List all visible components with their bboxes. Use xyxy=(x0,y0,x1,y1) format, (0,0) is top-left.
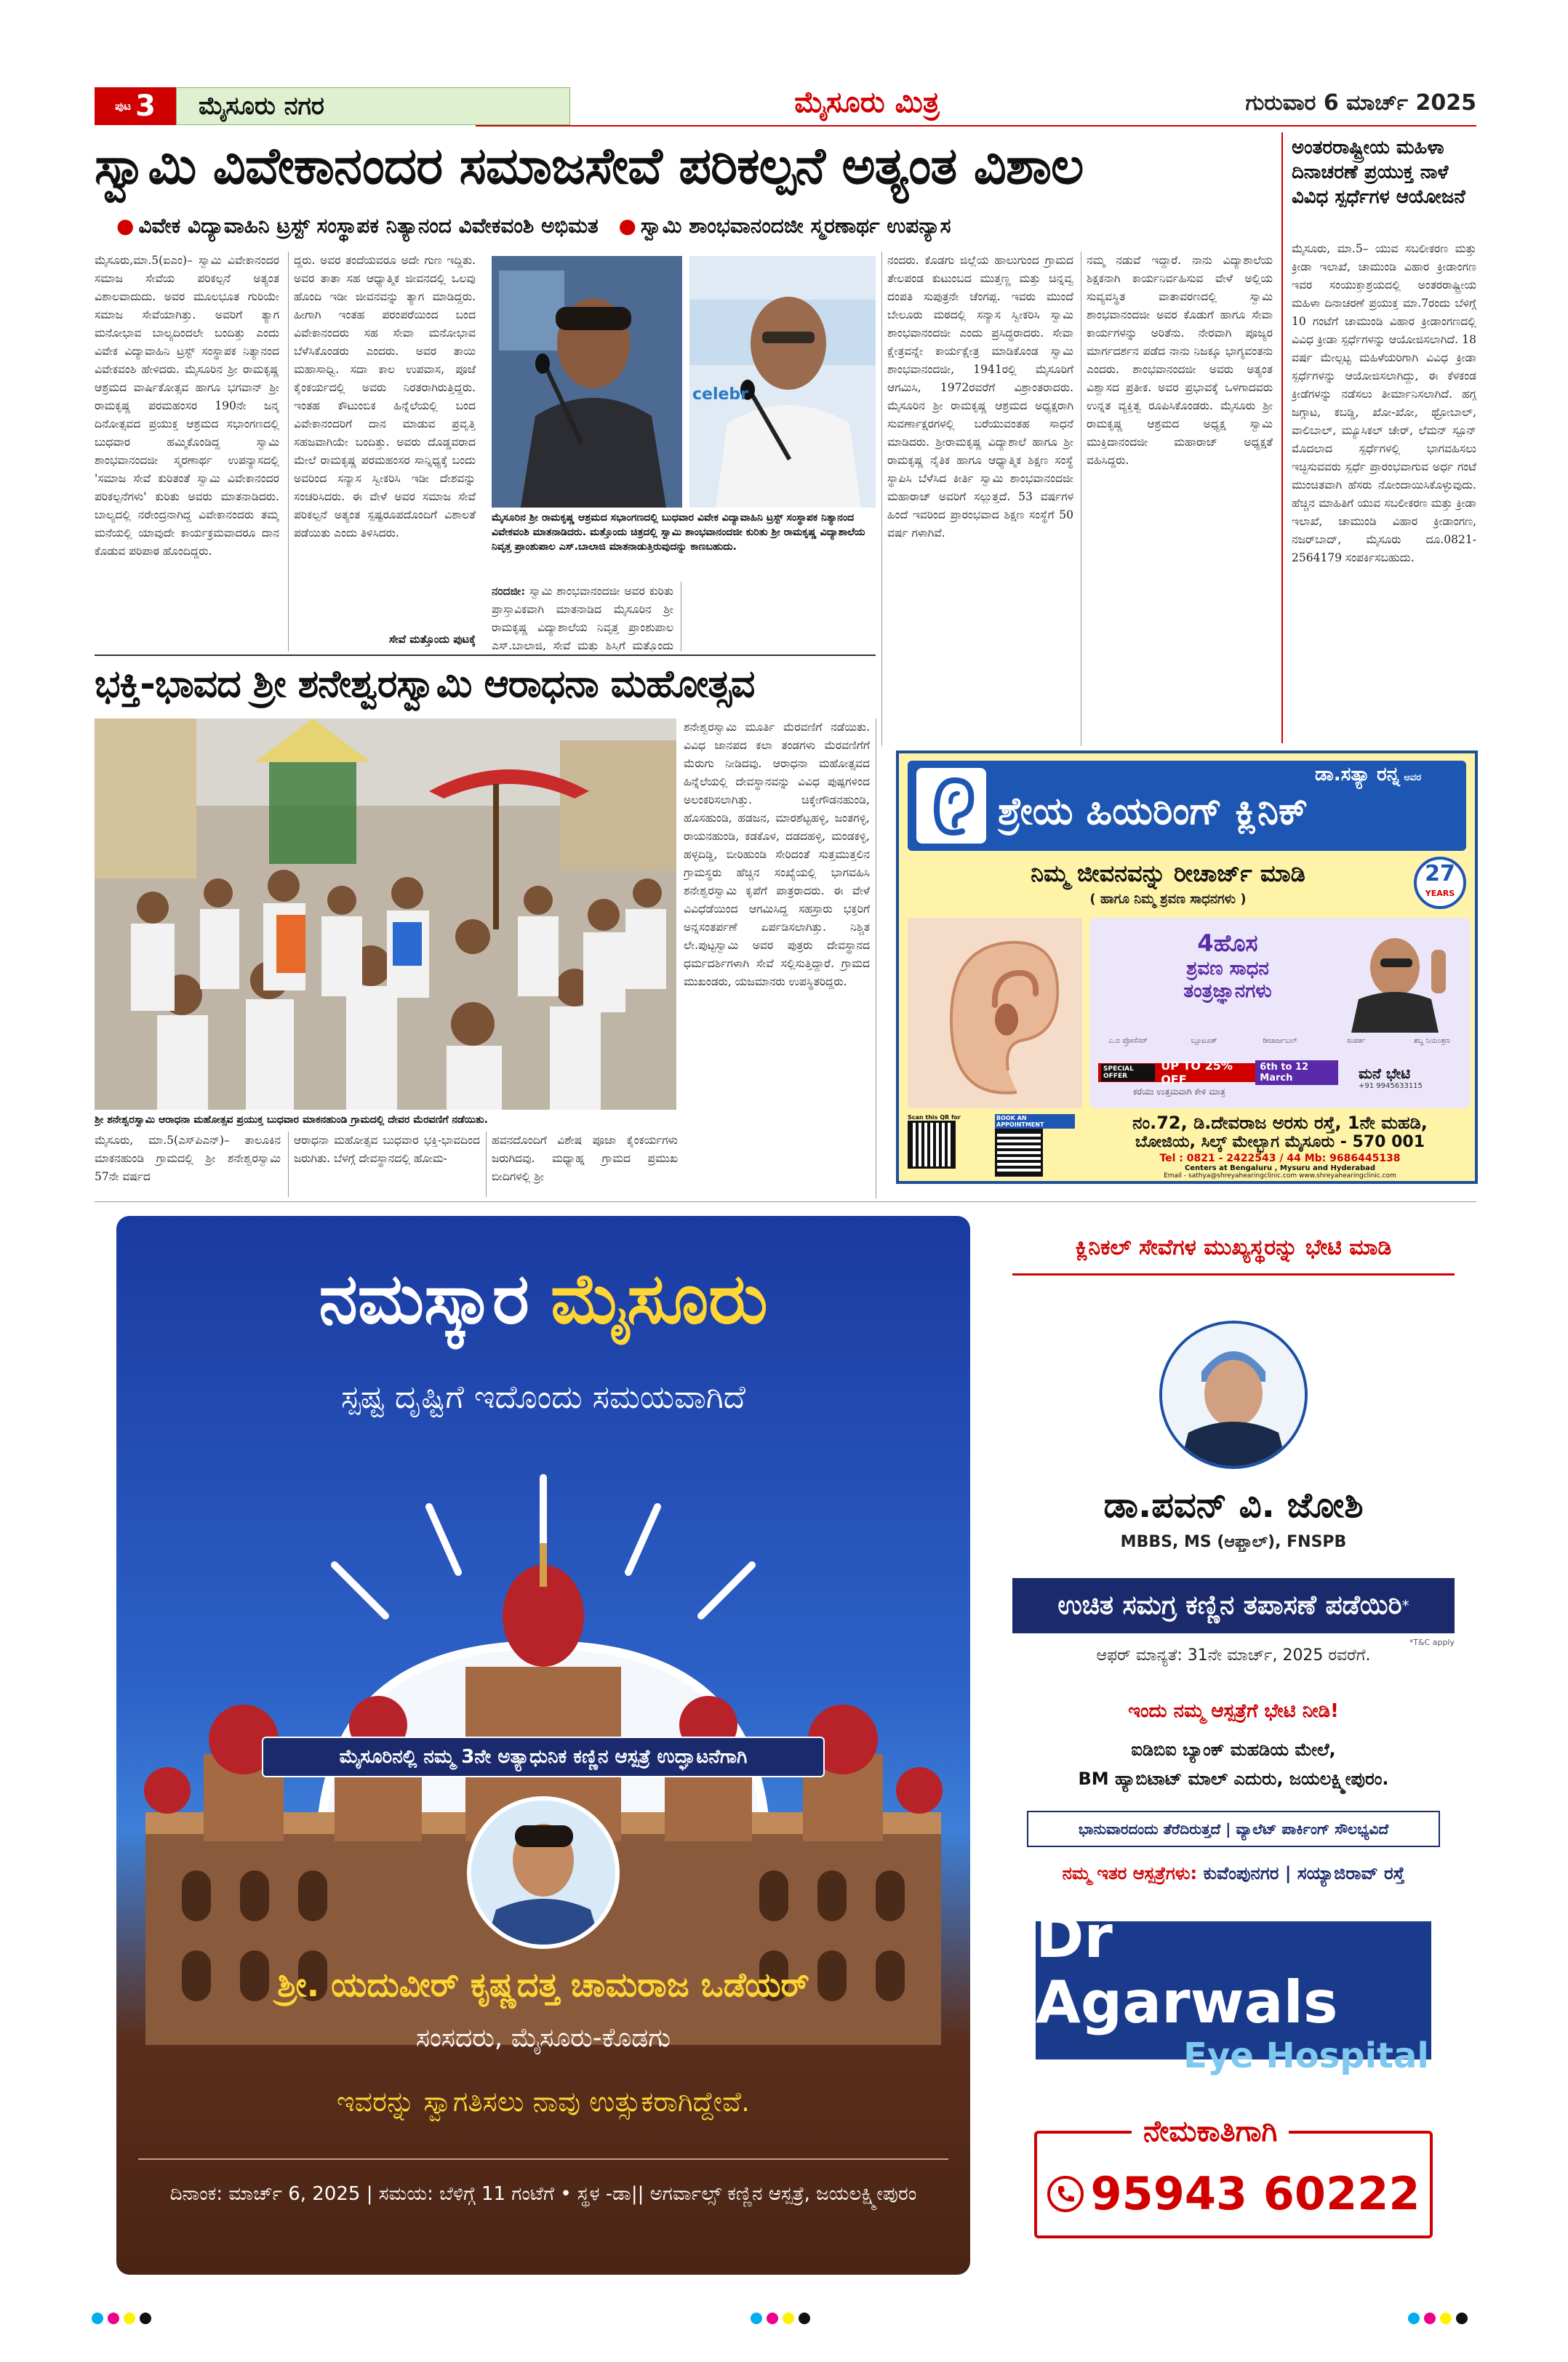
eye-ribbon: ಮೈಸೂರಿನಲ್ಲಿ ನಮ್ಮ 3ನೇ ಅತ್ಯಾಧುನಿಕ ಕಣ್ಣಿನ ಆಸ್ಪತ್ರೆ ಉದ್ಘಾಟನೆಗಾಗಿ xyxy=(262,1737,825,1777)
procession-caption: ಶ್ರೀ ಶನೇಶ್ವರಸ್ವಾಮಿ ಆರಾಧನಾ ಮಹೋತ್ಸವ ಪ್ರಯುಕ್ತ ಬುಧವಾರ ಮಾಕನಹುಂಡಿ ಗ್ರಾಮದಲ್ಲಿ ದೇವರ ಮೆರವಣಿಗೆ ನಡೆಯಿತು. xyxy=(95,1114,488,1126)
home-visit: ಮನೆ ಭೇಟಿ xyxy=(1359,1065,1411,1082)
ear-photo xyxy=(908,918,1082,1108)
lead-photo-caption: ಮೈಸೂರಿನ ಶ್ರೀ ರಾಮಕೃಷ್ಣ ಆಶ್ರಮದ ಸಭಾಂಗಣದಲ್ಲಿ ಬುಧವಾರ ವಿವೇಕ ವಿದ್ಯಾವಾಹಿನಿ ಟ್ರಸ್ಟ್ ಸಂಸ್ಥಾಪಕ ನಿತ್ಯಾನಂದ ವಿವೇಕವಂಶಿ ಮಾತನಾಡಿದರು. ಮತ್ತೊಂದು ಚಿತ್ರದಲ್ಲಿ ಸ್ವಾಮಿ ಶಾಂಭವಾನಂದಜೀ ಕುರಿತು ಶ್ರೀ ರಾಮಕೃಷ್ಣ ವಿದ್ಯಾಶಾಲೆಯ ನಿವೃತ್ತ ಪ್ರಾಂಶುಪಾಲ ಎಸ್.ಬಾಲಾಜಿ ಮಾತನಾಡುತ್ತಿರುವುದನ್ನು ಕಾಣಬಹುದು. xyxy=(492,512,865,553)
feature-ai: ಎ.ಐ ಪ್ರೋಸೆಸರ್ xyxy=(1108,1037,1148,1045)
hearing-centers: Centers at Bengaluru , Mysuru and Hyderabad xyxy=(1184,1164,1376,1172)
guest-title: ಸಂಸದರು, ಮೈಸೂರು-ಕೊಡಗು xyxy=(415,2023,671,2053)
eye-ad-invite-panel xyxy=(116,1216,970,2275)
ear-illustration xyxy=(908,918,1082,1108)
offer-dates: 6th to 12 March xyxy=(1255,1060,1338,1085)
reg-magenta xyxy=(108,2313,119,2324)
hearing-tel: Tel : 0821 - 2422543 / 44 Mb: 9686445138 xyxy=(1159,1153,1401,1164)
event-footer: ದಿನಾಂಕ: ಮಾರ್ಚ್ 6, 2025 | ಸಮಯ: ಬೆಳಿಗ್ಗೆ 11 ಗಂಟೆಗೆ • ಸ್ಥಳ -ಡಾ|| ಅಗರ್ವಾಲ್ಸ್ ಕಣ್ಣಿನ ಆಸ್ಪತ್ರೆ, ಜಯಲಕ್ಷ್ಮೀಪುರಂ xyxy=(169,2183,917,2205)
lead-col-2: ದ್ದರು. ಅವರ ತಂದೆಯವರೂ ಅದೇ ಗುಣ ಇದ್ದಿತು. ಅವರ ತಾತಾ ಸಹ ಆಧ್ಯಾತ್ಮಿಕ ಜೀವನದಲ್ಲಿ ಒಲವು ಹೊಂದಿ ಇಡೀ ಜೀವನವನ್ನು ತ್ಯಾಗ ಮಾಡಿದ್ದರು. ಹೀಗಾಗಿ ಇಂತಹ ಪರಂಪರೆಯಿಂದ ಬಂದ ವಿವೇಕಾನಂದರು ಸಹ ಸೇವಾ ಮನೋಭಾವ ಬೆಳೆಸಿಕೊಂಡರು ಎಂದರು. ಅವರ ತಾಯಿ ಮಹಾಸಾಧ್ವಿ. ಸದಾ ಕಾಲ ಉಪವಾಸ, ಪೂಜೆ ಕೈಂಕರ್ಯದಲ್ಲಿ ಅವರು ನಿರತರಾಗಿರುತ್ತಿದ್ದರು. ಇಂತಹ ಕೌಟುಂಬಿಕ ಹಿನ್ನೆಲೆಯಲ್ಲಿ ಬಂದ ವಿವೇಕಾನಂದರಿಗೆ ದಾನ ಮಾಡುವ ಪ್ರವೃತ್ತಿ ಸಹಜವಾಗಿಯೇ ಬಂದಿತ್ತು. ಅವರು ದೊಡ್ಡವರಾದ ಮೇಲೆ ರಾಮಕೃಷ್ಣ ಪರಮಹಂಸರ ಸಾನ್ನಿಧ್ಯಕ್ಕೆ ಬಂದು ಅವರಿಂದ ಸನ್ಯಾಸ ಸ್ವೀಕರಿಸಿ ಇಡೀ ದೇಶವನ್ನು ಸಂಚರಿಸಿದರು. ಈ ವೇಳೆ ಅವರ ಸಮಾಜ ಸೇವೆ ಪರಿಕಲ್ಪನೆ ಅತ್ಯಂತ ಸ್ಪಷ್ಟರೂಪದೊಂದಿಗೆ ವಿಶಾಲತೆ ಪಡೆಯಿತು ಎಂದು ತಿಳಿಸಿದರು. xyxy=(294,254,476,540)
speaker-illustration-2 xyxy=(689,256,876,508)
appointment-phone-row[interactable] xyxy=(1037,2167,1430,2220)
continued-lead-in: ನಂದಜೀ: xyxy=(492,584,526,598)
registration-marks-center xyxy=(751,2313,816,2324)
registration-marks-right xyxy=(1408,2313,1473,2324)
years-label: YEARS xyxy=(1425,889,1455,898)
lead-col-4: ನಮ್ಮ ನಡುವೆ ಇದ್ದಾರೆ. ನಾನು ವಿದ್ಯಾಶಾಲೆಯ ಶಿಕ್ಷಕನಾಗಿ ಕಾರ್ಯನಿರ್ವಹಿಸುವ ವೇಳೆ ಅಲ್ಲಿಯ ಸುವ್ಯವಸ್ಥಿತ ವಾತಾವರಣದಲ್ಲಿ ಸ್ವಾಮಿ ಶಾಂಭವಾನಂದಜೀ ಅವರ ಕೊಡುಗೆ ಹಾಗೂ ಸೇವಾ ಕಾರ್ಯಗಳನ್ನು ಅರಿತೆನು. ನೇರವಾಗಿ ಪೂಜ್ಯರ ಮಾರ್ಗದರ್ಶನ ಪಡೆದ ನಾನು ನಿಜಕ್ಕೂ ಭಾಗ್ಯವಂತನು ಎಂದರು. ಶಾಂಭವಾನಂದಜೀ ಅವರು ಅತ್ಯಂತ ವಿಶ್ವಾಸದ ಪ್ರತೀಕ. ಅವರ ಪ್ರಭಾವಕ್ಕೆ ಒಳಗಾದವರು ಉನ್ನತ ವ್ಯಕ್ತಿತ್ವ ರೂಪಿಸಿಕೊಂಡರು. ಮೈಸೂರು ಶ್ರೀ ರಾಮಕೃಷ್ಣ ಆಶ್ರಮದ ಅಧ್ಯಕ್ಷ ಸ್ವಾಮಿ ಮುಕ್ತಿದಾನಂದಜೀ ಮಹಾರಾಜ್ ಅಧ್ಯಕ್ಷತೆ ವಹಿಸಿದ್ದರು. xyxy=(1087,254,1273,467)
continued-text: ಸ್ವಾಮಿ ಶಾಂಭವಾನಂದಜೀ ಅವರ ಕುರಿತು ಪ್ರಾಸ್ತಾವಿಕವಾಗಿ ಮಾತನಾಡಿದ ಮೈಸೂರಿನ ಶ್ರೀ ರಾಮಕೃಷ್ಣ ವಿದ್ಯಾಶಾಲೆಯ ನಿವೃತ್ತ ಪ್ರಾಂಶುಪಾಲ ಎಸ್.ಬಾಲಾಜಿ, ಸೇವೆ ಮತ್ತು ಶಿಸ್ತಿಗೆ ಮತ್ತೊಂದು xyxy=(492,585,673,652)
logo-line-1: Dr Agarwals xyxy=(1036,1903,1338,2036)
presenter-photo xyxy=(1329,924,1460,1033)
phone-icon xyxy=(1047,2176,1084,2212)
lead-deck-1: ● ವಿವೇಕ ವಿದ್ಯಾವಾಹಿನಿ ಟ್ರಸ್ಟ್ ಸಂಸ್ಥಾಪಕ ನಿತ್ಯಾನಂದ ವಿವೇಕವಂಶಿ ಅಭಿಮತ xyxy=(116,214,599,238)
eye-address xyxy=(1012,1735,1455,1793)
hearing-address-1: ನಂ.72, ಡಿ.ದೇವರಾಜ ಅರಸು ರಸ್ತೆ, 1ನೇ ಮಹಡಿ, xyxy=(1132,1113,1428,1133)
reg-yellow xyxy=(124,2313,135,2324)
hearing-email: Email - sathya@shreyahearingclinic.com www.shreyahearingclinic.com xyxy=(1164,1172,1396,1180)
free-check-mark: * xyxy=(1401,1597,1409,1614)
offer-validity: ಆಫರ್ ಮಾನ್ಯತೆ: 31ನೇ ಮಾರ್ಚ್, 2025 ರವರೆಗೆ. xyxy=(1096,1646,1371,1665)
feature-noise: ಶಬ್ದ ನಿಯಂತ್ರಣ xyxy=(1414,1037,1450,1045)
feature-bluetooth: ಬ್ಲೂಟೂತ್ xyxy=(1191,1037,1217,1045)
welcome-line: ಇವರನ್ನು ಸ್ವಾಗತಿಸಲು ನಾವು ಉತ್ಸುಕರಾಗಿದ್ದೇವೆ. xyxy=(336,2086,751,2118)
hearing-subtagline: ( ಹಾಗೂ ನಿಮ್ಮ ಶ್ರವಣ ಸಾಧನಗಳು ) xyxy=(1089,892,1247,907)
hearing-address-2: ಬೋಜಿಯ, ಸಿಲ್ಕ್ ಮೇಲ್ಭಾಗ ಮೈಸೂರು - 570 001 xyxy=(1135,1133,1425,1151)
section-label: ಮೈಸೂರು ನಗರ xyxy=(176,87,570,125)
masthead-rule xyxy=(476,125,1476,127)
second-headline: ಭಕ್ತಿ-ಭಾವದ ಶ್ರೀ ಶನೇಶ್ವರಸ್ವಾಮಿ ಆರಾಧನಾ ಮಹೋತ್ಸವ xyxy=(95,662,755,706)
qr-codes xyxy=(908,1114,1082,1178)
continued-marker: ಸೇವೆ ಮತ್ತೊಂದು ಪುಟಕ್ಕೆ xyxy=(388,633,476,646)
feature-connect: ಸಂಪರ್ಕ xyxy=(1346,1037,1366,1045)
issue-date: ಗುರುವಾರ 6 ಮಾರ್ಚ್ 2025 xyxy=(1245,90,1476,116)
lead-col-2-wrap xyxy=(294,252,476,652)
dr-agarwals-logo xyxy=(1036,1903,1431,2076)
other-hospitals-list: ಕುವೆಂಪುನಗರ | ಸಯ್ಯಾಜಿರಾವ್ ರಸ್ತೆ xyxy=(1203,1863,1405,1883)
ear-logo-icon xyxy=(916,768,986,844)
years-number: 27 xyxy=(1425,861,1455,886)
hearing-doctor: ಡಾ.ಸತ್ಯಾ ರನ್ನ xyxy=(1315,764,1400,785)
visit-today: ಇಂದು ನಮ್ಮ ಆಸ್ಪತ್ರೆಗೆ ಭೇಟಿ ನೀಡಿ! xyxy=(1128,1700,1339,1722)
offer-strip xyxy=(1098,1059,1338,1086)
greeting-1: ನಮಸ್ಕಾರ xyxy=(319,1258,529,1340)
registration-marks-left xyxy=(92,2313,157,2324)
second-bottom-col-1: ಮೈಸೂರು, ಮಾ.5(ಎಸ್‌ಪಿಎನ್)– ತಾಲೂಕಿನ ಮಾಕನಹುಂಡಿ ಗ್ರಾಮದಲ್ಲಿ ಶ್ರೀ ಶನೇಶ್ವರಸ್ವಾಮಿ 57ನೇ ವರ್ಷದ xyxy=(95,1134,281,1183)
speaker-photo-1 xyxy=(492,256,682,508)
greeting-2: ಮೈಸೂರು xyxy=(550,1258,768,1340)
hearing-clinic-name: ಶ್ರೇಯ ಹಿಯರಿಂಗ್ ಕ್ಲಿನಿಕ್ xyxy=(998,790,1308,833)
eye-address-2: BM ಹ್ಯಾಬಿಟಾಟ್ ಮಾಲ್ ಎದುರು, ಜಯಲಕ್ಷ್ಮೀಪುರಂ. xyxy=(1078,1769,1389,1789)
lead-col-1: ಮೈಸೂರು,ಮಾ.5(ಐಎಂ)– ಸ್ವಾಮಿ ವಿವೇಕಾನಂದರ ಸಮಾಜ ಸೇವೆಯ ಪರಿಕಲ್ಪನೆ ಅತ್ಯಂತ ವಿಶಾಲವಾದುದು. ಅವರ ಮೂಲಭೂತ ಗುರಿಯೇ ಸಮಾಜ ಸೇವೆಯಾಗಿತ್ತು. ಅವರಿಗೆ ತ್ಯಾಗ ಮನೋಭಾವ ಬಾಲ್ಯದಿಂದಲೇ ಬಂದಿತ್ತು ಎಂದು ವಿವೇಕ ವಿದ್ಯಾವಾಹಿನಿ ಟ್ರಸ್ಟ್ ಸಂಸ್ಥಾಪಕ ನಿತ್ಯಾನಂದ ವಿವೇಕವಂಶಿ ಹೇಳಿದರು. ಮೈಸೂರಿನ ಶ್ರೀ ರಾಮಕೃಷ್ಣ ಆಶ್ರಮದ ವಾರ್ಷಿಕೋತ್ಸವ ಹಾಗೂ ಭಗವಾನ್ ಶ್ರೀ ರಾಮಕೃಷ್ಣ ಪರಮಹಂಸರ 190ನೇ ಜನ್ಮ ದಿನೋತ್ಸವದ ಪ್ರಯುಕ್ತ ಆಶ್ರಮದ ಸಭಾಂಗಣದಲ್ಲಿ ಬುಧವಾರ ಹಮ್ಮಿಕೊಂಡಿದ್ದ ಸ್ವಾಮಿ ಶಾಂಭವಾನಂದಜೀ ಸ್ಮರಣಾರ್ಥ ಉಪನ್ಯಾಸದಲ್ಲಿ 'ಸಮಾಜ ಸೇವೆ ಕುರಿತಂತೆ ಸ್ವಾಮಿ ವಿವೇಕಾನಂದರ ಪರಿಕಲ್ಪನೆಗಳು' ಕುರಿತು ಅವರು ಮಾತನಾಡಿದರು. ಬಾಲ್ಯದಲ್ಲಿ ನರೇಂದ್ರನಾಗಿದ್ದ ವಿವೇಕಾನಂದರು ತಮ್ಮ ಮನೆಯಲ್ಲಿ ಯಾವುದೇ ಕಾರ್ಯಕ್ರಮವಾದರೂ ದಾನ ಕೊಡುವ ಪರಿಪಾಠ ಹೊಂದಿದ್ದರು. xyxy=(95,254,279,558)
doctor-name: ಡಾ.ಪವನ್ ವಿ. ಜೋಶಿ xyxy=(1103,1485,1364,1526)
banner-text: celebr xyxy=(692,385,749,404)
hours-box: ಭಾನುವಾರದಂದು ತೆರೆದಿರುತ್ತದೆ | ವ್ಯಾಲೆಟ್ ಪಾರ್ಕಿಂಗ್ ಸೌಲಭ್ಯವಿದೆ xyxy=(1027,1811,1440,1847)
hearing-doctor-suffix: ಅವರ xyxy=(1404,772,1422,783)
second-right-col: ಶನೇಶ್ವರಸ್ವಾಮಿ ಮೂರ್ತಿ ಮೆರವಣಿಗೆ ನಡೆಯಿತು. ವಿವಿಧ ಜಾನಪದ ಕಲಾ ತಂಡಗಳು ಮೆರವಣಿಗೆಗೆ ಮೆರುಗು ನೀಡಿದವು. ಆರಾಧನಾ ಮಹೋತ್ಸವದ ಹಿನ್ನೆಲೆಯಲ್ಲಿ ದೇವಸ್ಥಾನವನ್ನು ವಿವಿಧ ಪುಷ್ಪಗಳಿಂದ ಅಲಂಕರಿಸಲಾಗಿತ್ತು. ಚಿಕ್ಕೇಗೌಡನಹುಂಡಿ, ಹೊಸಹುಂಡಿ, ಹಡಜನ, ಮಾರಶೆಟ್ಟಹಳ್ಳಿ, ಜಂತಗಳ್ಳಿ, ರಾಯನಹುಂಡಿ, ಕಡಕೊಳ, ದಡದಹಳ್ಳಿ, ಮಂಡಕಳ್ಳಿ, ಹಳ್ಳದಿಡ್ಡಿ, ಬೀರಿಹುಂಡಿ ಸೇರಿದಂತೆ ಸುತ್ತಮುತ್ತಲಿನ ಗ್ರಾಮಸ್ಥರು ಹೆಚ್ಚಿನ ಸಂಖ್ಯೆಯಲ್ಲಿ ಭಾಗವಹಿಸಿ ಶನೇಶ್ವರಸ್ವಾಮಿ ಕೃಪೆಗೆ ಪಾತ್ರರಾದರು. ಈ ವೇಳೆ ವಿವಿಧೆಡೆಯಿಂದ ಆಗಮಿಸಿದ್ದ ಸಹಸ್ರಾರು ಭಕ್ತರಿಗೆ ಅನ್ನಸಂತರ್ಪಣೆ ಏರ್ಪಡಿಸಲಾಗಿತ್ತು. ನಿಶ್ಚಿತ ಲೇ.ಪುಟ್ಟಸ್ವಾಮಿ ಅವರ ಪುತ್ರರು ದೇವಸ್ಥಾನದ ಧರ್ಮದರ್ಶಿಗಳಾಗಿ ಸೇವೆ ಸಲ್ಲಿಸುತ್ತಿದ್ದಾರೆ. ಗ್ರಾಮದ ಮುಖಂಡರು, ಯಜಮಾನರು ಉಪಸ್ಥಿತರಿದ್ದರು. xyxy=(684,721,870,988)
guest-photo xyxy=(467,1796,620,1949)
clinical-head: ಕ್ಲಿನಿಕಲ್ ಸೇವೆಗಳ ಮುಖ್ಯಸ್ಥರನ್ನು ಭೇಟಿ ಮಾಡಿ xyxy=(1012,1235,1455,1276)
appointment-box xyxy=(1034,2115,1433,2238)
years-badge xyxy=(1414,857,1466,909)
new-tech-line-2: ಶ್ರವಣ ಸಾಧನ xyxy=(1186,958,1269,980)
qr-code-2[interactable] xyxy=(995,1129,1043,1177)
page-label: ಪುಟ xyxy=(115,100,132,113)
lead-deck xyxy=(116,214,1273,239)
second-bottom-col-3: ಹವನದೊಂದಿಗೆ ವಿಶೇಷ ಪೂಜಾ ಕೈಂಕರ್ಯಗಳು ಜರುಗಿದವು. ಮಧ್ಯಾಹ್ನ ಗ್ರಾಮದ ಪ್ರಮುಖ ಬೀದಿಗಳಲ್ಲಿ ಶ್ರೀ xyxy=(492,1134,678,1183)
qr-label-2: BOOK AN APPOINTMENT xyxy=(995,1114,1075,1129)
other-hospitals xyxy=(1012,1863,1455,1883)
qr-label-1: Scan this QR for xyxy=(908,1114,961,1121)
continued-col xyxy=(492,582,673,652)
other-hospitals-label: ನಮ್ಮ ಇತರ ಆಸ್ಪತ್ರೆಗಳು: xyxy=(1062,1863,1198,1883)
appointment-label: ನೇಮಕಾತಿಗಾಗಿ xyxy=(1132,2115,1289,2148)
doctor-quals: MBBS, MS (ಆಫ್ತಾಲ್), FNSPB xyxy=(1120,1533,1347,1551)
new-tech-panel xyxy=(1089,918,1471,1108)
doctor-photo xyxy=(1159,1321,1308,1469)
offer-percent: UP TO 25% OFF xyxy=(1161,1059,1233,1086)
side-story-headline: ಅಂತರರಾಷ್ಟ್ರೀಯ ಮಹಿಳಾ ದಿನಾಚರಣೆ ಪ್ರಯುಕ್ತ ನಾಳೆ ವಿವಿಧ ಸ್ಪರ್ಧೆಗಳ ಆಯೋಜನೆ xyxy=(1292,137,1465,208)
hearing-ad xyxy=(896,750,1478,1184)
call-text: ಕರೆಯು ಉತ್ತಮವಾಗಿ ಕೇಳಿ ಮಾತ್ರ xyxy=(1133,1086,1225,1097)
masthead xyxy=(95,84,1476,128)
side-story-body: ಮೈಸೂರು, ಮಾ.5– ಯುವ ಸಬಲೀಕರಣ ಮತ್ತು ಕ್ರೀಡಾ ಇಲಾಖೆ, ಚಾಮುಂಡಿ ವಿಹಾರ ಕ್ರೀಡಾಂಗಣ ಇವರ ಸಂಯುಕ್ತಾಶ್ರಯದಲ್ಲಿ ಅಂತರರಾಷ್ಟ್ರೀಯ ಮಹಿಳಾ ದಿನಾಚರಣೆ ಪ್ರಯುಕ್ತ ಮಾ.7ರಂದು ಬೆಳಿಗ್ಗೆ 10 ಗಂಟೆಗೆ ಚಾಮುಂಡಿ ವಿಹಾರ ಕ್ರೀಡಾಂಗಣದಲ್ಲಿ ವಿವಿಧ ಕ್ರೀಡಾ ಸ್ಪರ್ಧೆಗಳನ್ನು ಆಯೋಜಿಸಲಾಗಿದೆ. 18 ವರ್ಷ ಮೇಲ್ಪಟ್ಟ ಮಹಿಳೆಯರಿಗಾಗಿ ವಿವಿಧ ಕ್ರೀಡಾ ಸ್ಪರ್ಧೆಗಳನ್ನು ಆಯೋಜಿಸಲಾಗಿದ್ದು, ಈ ಕೆಳಕಂಡ ಕ್ರೀಡೆಗಳನ್ನು ನಡೆಸಲು ತೀರ್ಮಾನಿಸಲಾಗಿದೆ. ಹಗ್ಗ ಜಗ್ಗಾಟ, ಕಬಡ್ಡಿ, ಖೋ-ಖೋ, ಥ್ರೋಬಾಲ್, ವಾಲಿಬಾಲ್, ಮ್ಯೂಸಿಕಲ್ ಚೇರ್, ಲೆಮನ್ ಸ್ಪೂನ್ ಮೊದಲಾದ ಸ್ಪರ್ಧೆಗಳಲ್ಲಿ ಭಾಗವಹಿಸಲು ಇಚ್ಛಿಸುವವರು ಸ್ಪರ್ಧೆ ಪ್ರಾರಂಭವಾಗುವ ಅರ್ಧ ಗಂಟೆ ಮುಂಚಿತವಾಗಿ ಹೆಸರು ನೋಂದಾಯಿಸಿಕೊಳ್ಳುವುದು. ಹೆಚ್ಚಿನ ಮಾಹಿತಿಗೆ ಯುವ ಸಬಲೀಕರಣ ಮತ್ತು ಕ್ರೀಡಾ ಇಲಾಖೆ, ಚಾಮುಂಡಿ ವಿಹಾರ ಕ್ರೀಡಾಂಗಣ, ನಜರ್‌ಬಾದ್, ಮೈಸೂರು ದೂ.0821-2564179 ಸಂಪರ್ಕಿಸಬಹುದು. xyxy=(1292,242,1476,564)
page-number-badge xyxy=(95,87,176,125)
eye-address-1: ಐಡಿಬಿಐ ಬ್ಯಾಂಕ್ ಮಹಡಿಯ ಮೇಲೆ, xyxy=(1131,1740,1336,1760)
feature-rechargeable: ರೀಚಾರ್ಜಬಲ್ xyxy=(1263,1037,1297,1045)
offer-label: SPECIAL OFFER xyxy=(1101,1064,1155,1081)
logo-line-2: Eye Hospital xyxy=(1183,2035,1429,2076)
speaker-photo-2 xyxy=(689,256,876,508)
feature-row xyxy=(1095,1037,1465,1045)
reg-black xyxy=(140,2313,151,2324)
eye-ad xyxy=(116,1216,1455,2283)
speaker-illustration-1 xyxy=(492,256,682,508)
lead-col-3: ನಂದರು. ಕೊಡಗು ಜಿಲ್ಲೆಯ ಹಾಲುಗುಂದ ಗ್ರಾಮದ ತೇಲಪಂಡ ಕುಟುಂಬದ ಮುತ್ತಣ್ಣ ಮತ್ತು ಚಿನ್ನವ್ವ ದಂಪತಿ ಸುಪುತ್ರನೇ ಚೆಂಗಪ್ಪ. ಇವರು ಮುಂದೆ ಬೇಲೂರು ಮಠದಲ್ಲಿ ಸನ್ಯಾಸ ಸ್ವೀಕರಿಸಿ ಸ್ವಾಮಿ ಶಾಂಭವಾನಂದಜೀ ಎಂದು ಪ್ರಸಿದ್ಧರಾದರು. ಸೇವಾ ಕ್ಷೇತ್ರವನ್ನೇ ಕಾರ್ಯಕ್ಷೇತ್ರ ಮಾಡಿಕೊಂಡ ಸ್ವಾಮಿ ಶಾಂಭವಾನಂದಜೀ, 1941ರಲ್ಲಿ ಮೈಸೂರಿಗೆ ಆಗಮಿಸಿ, 1972ರವರೆಗೆ ವಿಶ್ರಾಂತರಾದರು. ಮೈಸೂರಿನ ಶ್ರೀ ರಾಮಕೃಷ್ಣ ಆಶ್ರಮದ ಅಧ್ಯಕ್ಷರಾಗಿ ಸುವರ್ಣಾಕ್ಷರಗಳಲ್ಲಿ ಬರೆಯುವಂತಹ ಸಾಧನೆ ಮಾಡಿದರು. ಶ್ರೀರಾಮಕೃಷ್ಣ ವಿದ್ಯಾಶಾಲೆ ಹಾಗೂ ಶ್ರೀ ರಾಮಕೃಷ್ಣ ನೈತಿಕ ಹಾಗೂ ಆಧ್ಯಾತ್ಮಿಕ ಶಿಕ್ಷಣ ಸಂಸ್ಥೆ ಸ್ಥಾಪಿಸಿ ಬೆಳೆಸಿದ ಕೀರ್ತಿ ಸ್ವಾಮಿ ಶಾಂಭವಾನಂದಜೀ ಮಹಾರಾಜ್ ಅವರಿಗೆ ಸಲ್ಲುತ್ತದೆ. 53 ವರ್ಷಗಳ ಹಿಂದೆ ಇವರಿಂದ ಪ್ರಾರಂಭವಾದ ಶಿಕ್ಷಣ ಸಂಸ್ಥೆಗೆ 50 ವರ್ಷ ಗಳಾಗಿವೆ. xyxy=(887,254,1073,540)
new-tech-line-3: ತಂತ್ರಜ್ಞಾನಗಳು xyxy=(1183,980,1272,1002)
page-number: 3 xyxy=(135,89,156,123)
hearing-address xyxy=(1089,1113,1471,1180)
new-tech-line-1: 4ಹೊಸ xyxy=(1197,929,1258,957)
free-check-banner: ಉಚಿತ ಸಮಗ್ರ ಕಣ್ಣಿನ ತಪಾಸಣೆ ಪಡೆಯಿರಿ * xyxy=(1012,1578,1455,1633)
hearing-ad-header xyxy=(908,761,1466,851)
eye-subhead: ಸ್ಪಷ್ಟ ದೃಷ್ಟಿಗೆ ಇದೊಂದು ಸಮಯವಾಗಿದೆ xyxy=(341,1379,745,1416)
qr-code-1[interactable] xyxy=(908,1121,956,1169)
paper-name: ಮೈಸೂರು ಮಿತ್ರ xyxy=(794,86,940,119)
lead-deck-2: ● ಸ್ವಾಮಿ ಶಾಂಭವಾನಂದಜೀ ಸ್ಮರಣಾರ್ಥ ಉಪನ್ಯಾಸ xyxy=(618,214,951,238)
home-visit-phone: +91 9945633115 xyxy=(1359,1082,1423,1090)
second-bottom-col-2: ಆರಾಧನಾ ಮಹೋತ್ಸವ ಬುಧವಾರ ಭಕ್ತಿ-ಭಾವದಿಂದ ಜರುಗಿತು. ಬೆಳಗ್ಗೆ ದೇವಸ್ಥಾನದಲ್ಲಿ ಹೋಮ- xyxy=(294,1134,480,1165)
eye-ad-info-panel xyxy=(1012,1216,1455,2275)
hearing-tagline: ನಿಮ್ಮ ಜೀವನವನ್ನು ರೀಚಾರ್ಜ್ ಮಾಡಿ xyxy=(1031,860,1305,887)
lead-headline: ಸ್ವಾಮಿ ವಿವೇಕಾನಂದರ ಸಮಾಜಸೇವೆ ಪರಿಕಲ್ಪನೆ ಅತ್ಯಂತ ವಿಶಾಲ xyxy=(95,136,1084,196)
appointment-phone: 95943 60222 xyxy=(1090,2167,1420,2220)
procession-photo xyxy=(95,718,676,1110)
tnc: *T&C apply xyxy=(1409,1638,1455,1647)
procession-illustration xyxy=(95,718,676,1110)
guest-name: ಶ್ರೀ. ಯದುವೀರ್ ಕೃಷ್ಣದತ್ತ ಚಾಮರಾಜ ಒಡೆಯರ್ xyxy=(277,1965,809,2004)
reg-cyan xyxy=(92,2313,103,2324)
